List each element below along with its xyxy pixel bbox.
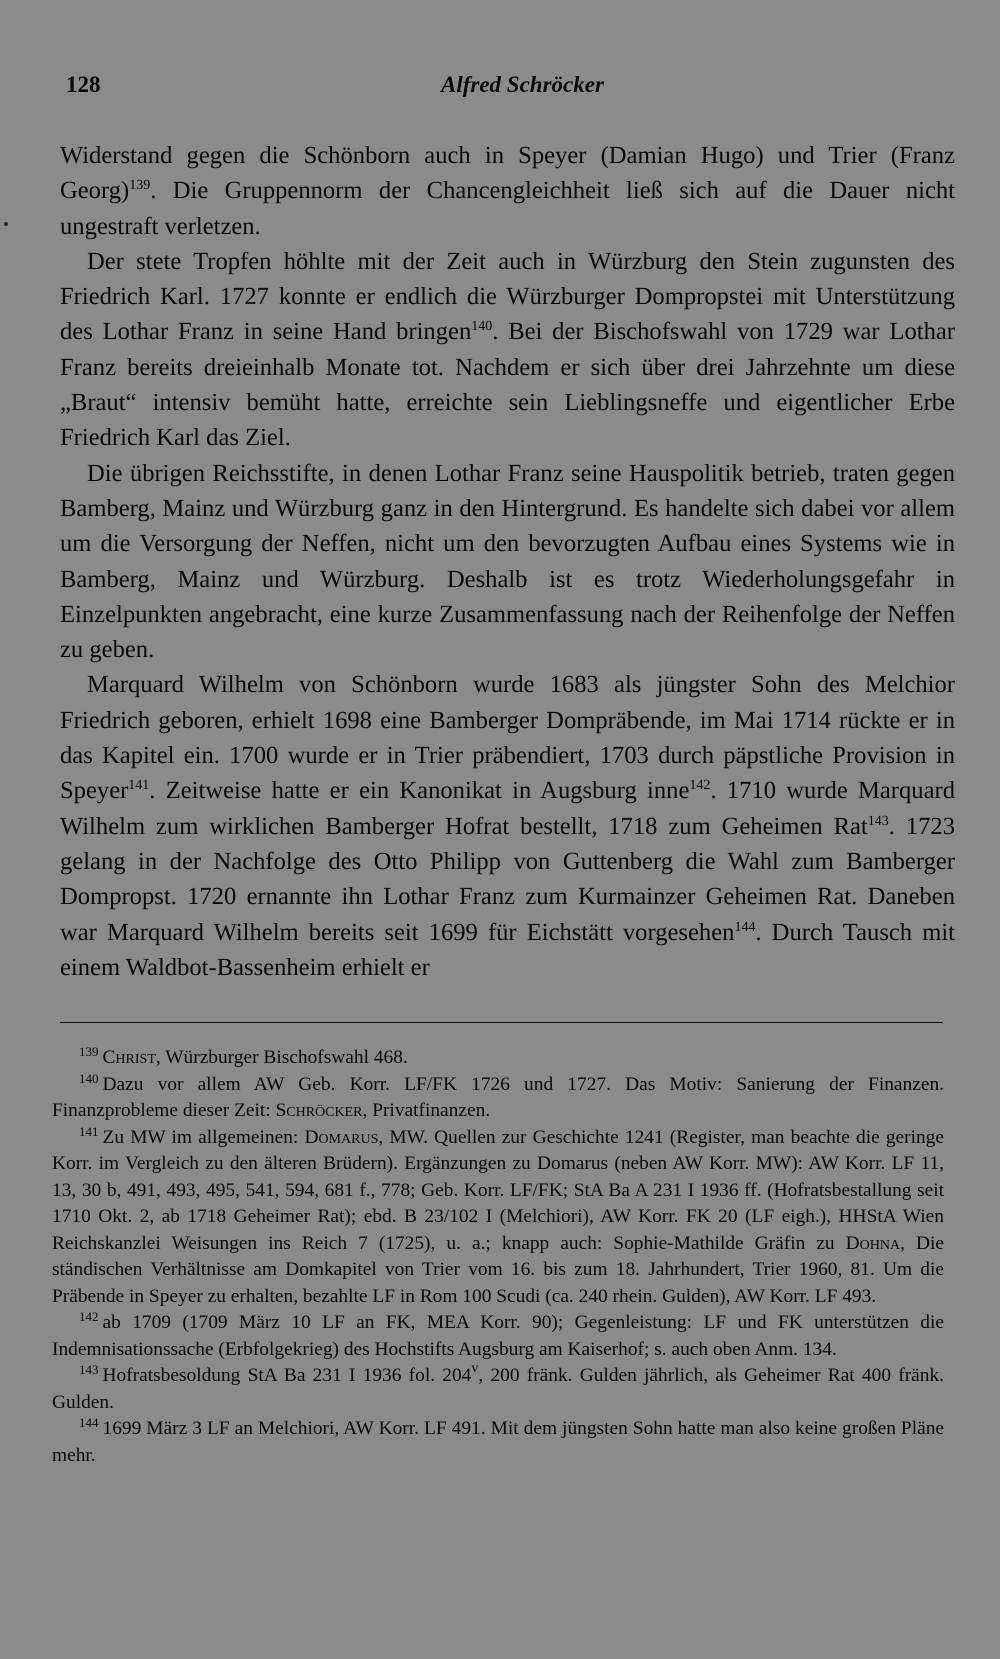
- running-head: Alfred Schröcker: [441, 72, 604, 97]
- footnote-number: 141: [79, 1123, 99, 1139]
- page-header: [66, 66, 946, 106]
- footnote-ref-142: 142: [689, 778, 711, 794]
- text-run: , MW. Quellen zur Geschichte 1241 (Register, man beachte die geringe Korr. im Vergleich zu den älteren Brüdern). Ergänzungen zu Domarus (neben AW Korr. MW): AW Korr. LF 11, 13, 30 b, 491, 493, 495, 541, 594, 681 f., 778; Geb. Korr. LF/FK; StA Ba A 231 I 1936 ff. (Hofratsbestallung seit 1710 Okt. 2, ab 1718 Geheimer Rat); ebd. B 23/102 I (Melchiori), AW Korr. FK 20 (LF eigh.), HHStA Wien Reichskanzlei Weisungen ins Reich 7 (1725), u. a.; knapp auch: Sophie-Mathilde Gräfin zu: [52, 1126, 944, 1254]
- text-run: , 200 fränk. Gulden jährlich, als Geheimer Rat 400 fränk. Gulden.: [52, 1365, 944, 1413]
- text-run: . Bei der Bischofswahl von 1729 war Lothar Franz bereits dreieinhalb Monate tot. Nachdem er sich über drei Jahrzehnte um diese „Braut“ intensiv bemüht hatte, erreichte sein Lieblingsneffe und eigentlicher Erbe Friedrich Karl das Ziel.: [60, 318, 955, 452]
- text-run: Der stete Tropfen höhlte mit der Zeit auch in Würzburg den Stein zugunsten des Friedrich Karl. 1727 konnte er endlich die Würzburger Dompropstei mit Unterstützung des Lothar Franz in seine Hand bringen: [60, 247, 955, 346]
- footnote-144: [52, 1416, 944, 1469]
- text-run: Marquard Wilhelm von Schönborn wurde 1683 als jüngster Sohn des Melchior Friedrich geboren, erhielt 1698 eine Bamberger Dompräbende, im Mai 1714 rückte er in das Kapitel ein. 1700 wurde er in Trier präbendiert, 1703 durch päpstliche Provision in Speyer: [60, 671, 955, 805]
- author-name: Christ: [102, 1047, 156, 1068]
- text-run: . 1723 gelang in der Nachfolge des Otto Philipp von Guttenberg die Wahl zum Bamberger Dompropst. 1720 ernannte ihn Lothar Franz zum Kurmainzer Geheimen Rat. Daneben war Marquard Wilhelm bereits seit 1699 für Eichstätt vorgesehen: [60, 812, 956, 946]
- text-run: 1699 März 3 LF an Melchiori, AW Korr. LF 491. Mit dem jüngsten Sohn hatte man also keine großen Pläne mehr.: [52, 1418, 944, 1466]
- footnote-ref-140: 140: [471, 319, 493, 335]
- text-run: Hofratsbesoldung StA Ba 231 I 1936 fol. 204: [102, 1365, 472, 1386]
- text-run: , Würzburger Bischofswahl 468.: [155, 1047, 408, 1068]
- footnote-divider: [60, 1022, 943, 1023]
- text-run: Widerstand gegen die Schönborn auch in Speyer (Damian Hugo) und Trier (Franz Georg): [60, 142, 955, 205]
- text-run: . Die Gruppennorm der Chancengleichheit ließ sich auf die Dauer nicht ungestraft verletzen.: [60, 177, 955, 240]
- text-run: . 1710 wurde Marquard Wilhelm zum wirklichen Bamberger Hofrat bestellt, 1718 zum Geheimen Rat: [60, 777, 955, 840]
- footnotes: [52, 1045, 944, 1469]
- paragraph-2: [60, 244, 955, 456]
- text-run: Zu MW im allgemeinen:: [102, 1126, 305, 1148]
- footnote-number: 144: [79, 1415, 99, 1430]
- margin-mark: [4, 222, 8, 226]
- footnote-number: 143: [79, 1362, 99, 1377]
- footnote-ref-144: 144: [734, 919, 756, 935]
- paragraph-4: [60, 667, 955, 985]
- footnote-number: 139: [79, 1044, 99, 1059]
- footnote-141: [52, 1125, 944, 1311]
- text-run: . Zeitweise hatte er ein Kanonikat in Augsburg inne: [149, 777, 690, 805]
- text-run: , Privatfinanzen.: [362, 1100, 491, 1121]
- text-run: , Die ständischen Verhältnisse am Domkapitel von Trier vom 16. bis zum 18. Jahrhundert, Trier 1960, 81. Um die Präbende in Speyer zu erhalten, bezahlte LF in Rom 100 Scudi (ca. 240 rhein. Gulden), AW Korr. LF 493.: [52, 1232, 944, 1307]
- footnote-140: [52, 1072, 944, 1125]
- author-name: Domarus: [304, 1126, 379, 1148]
- author-name: Dohna: [845, 1232, 901, 1254]
- text-run: . Durch Tausch mit einem Waldbot-Bassenheim erhielt er: [60, 918, 955, 981]
- footnote-142: [52, 1310, 944, 1363]
- footnote-139: [52, 1045, 944, 1072]
- page-number: 128: [66, 72, 101, 97]
- footnote-ref-141: 141: [128, 778, 150, 794]
- footnote-number: 140: [79, 1070, 99, 1086]
- text-run: ab 1709 (1709 März 10 LF an FK, MEA Korr. 90); Gegenleistung: LF und FK unterstützen die Indemnisationssache (Erbfolgekrieg) des Hochstifts Augsburg am Kaiserhof; s. auch oben Anm. 134.: [52, 1312, 944, 1360]
- paragraph-3: Die übrigen Reichsstifte, in denen Lothar Franz seine Hauspolitik betrieb, traten gegen Bamberg, Mainz und Würzburg ganz in den Hintergrund. Es handelte sich dabei vor allem um die Versorgung der Neffen, nicht um den bevorzugten Aufbau eines Systems wie in Bamberg, Mainz und Würzburg. Deshalb ist es trotz Wiederholungsgefahr in Einzelpunkten angebracht, eine kurze Zusammenfassung nach der Reihenfolge der Neffen zu geben.: [60, 459, 955, 664]
- footnote-143: [52, 1363, 944, 1416]
- paragraph-1: [60, 138, 955, 244]
- superscript-verso: v: [471, 1361, 479, 1376]
- author-name: Schröcker: [275, 1100, 363, 1121]
- footnote-ref-139: 139: [129, 178, 151, 194]
- text-run: Dazu vor allem AW Geb. Korr. LF/FK 1726 und 1727. Das Motiv: Sanierung der Finanzen. Finanzprobleme dieser Zeit:: [52, 1073, 944, 1121]
- footnote-number: 142: [79, 1309, 99, 1324]
- main-text: [60, 138, 955, 985]
- footnote-ref-143: 143: [867, 813, 889, 829]
